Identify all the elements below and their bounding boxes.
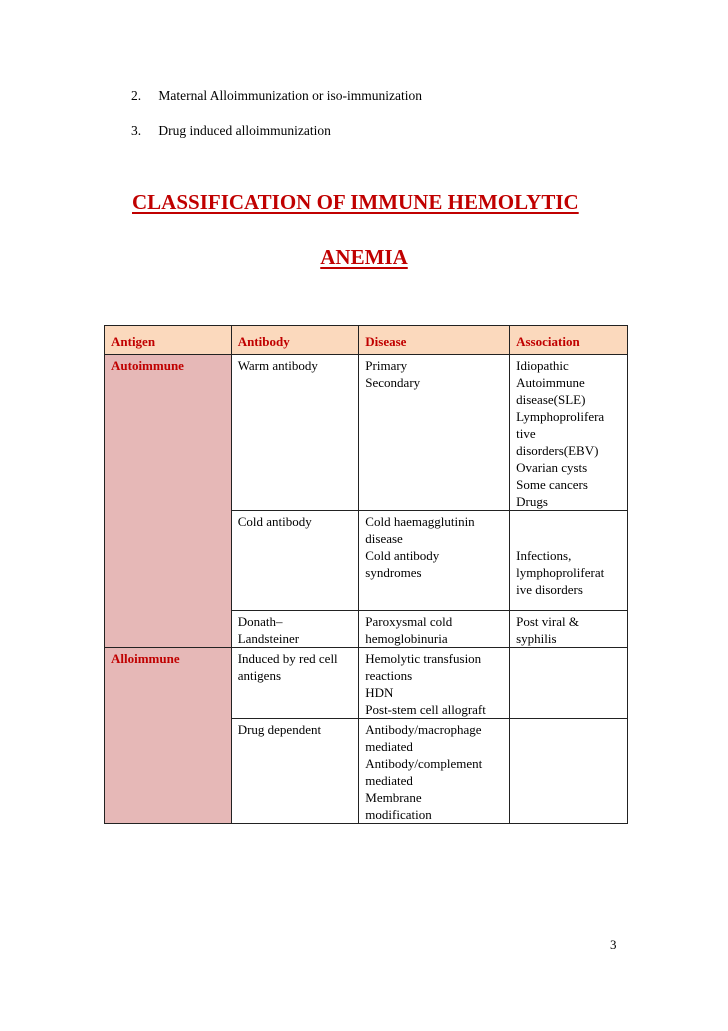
antibody-cell [231, 648, 359, 719]
cell-line: Hemolytic transfusion [365, 651, 482, 666]
cell-line: Drug dependent [237, 722, 322, 737]
disease-cell [359, 511, 510, 611]
cell-line: tive [516, 426, 536, 441]
cell-line: modification [365, 807, 432, 822]
header-antigen: Antigen [105, 326, 232, 355]
antibody-cell [231, 511, 359, 611]
cell-line: Induced by red cell [237, 651, 338, 666]
list-item [131, 86, 422, 121]
antibody-cell [231, 719, 359, 824]
cell-line: lymphoproliferat [516, 565, 605, 580]
cell-line: mediated [365, 739, 413, 754]
antigen-label: Alloimmune [111, 651, 180, 666]
table-row [105, 355, 628, 511]
cell-line: Antibody/complement [365, 756, 483, 771]
list-number: 3. [131, 123, 142, 138]
antigen-label: Autoimmune [111, 358, 184, 373]
cell-line: Warm antibody [237, 358, 318, 373]
cell-line: reactions [365, 668, 413, 683]
cell-line: Membrane [365, 790, 422, 805]
cell-line: Infections, [516, 548, 572, 563]
cell-line: Paroxysmal cold [365, 614, 453, 629]
cell-line: Cold antibody [237, 514, 312, 529]
cell-line: ive disorders [516, 582, 583, 597]
cell-line: Post viral & [516, 614, 579, 629]
cell-line: disease(SLE) [516, 392, 586, 407]
classification-table [104, 325, 628, 824]
cell-line: Antibody/macrophage [365, 722, 482, 737]
association-cell [510, 355, 628, 511]
disease-cell [359, 611, 510, 648]
page-number: 3 [610, 937, 617, 952]
cell-line: antigens [237, 668, 282, 683]
list-item [131, 121, 422, 156]
header-disease: Disease [359, 326, 510, 355]
association-cell [510, 648, 628, 719]
cell-line: Idiopathic [516, 358, 569, 373]
antigen-cell-autoimmune [105, 355, 232, 648]
cell-line: Donath– [237, 614, 283, 629]
antibody-cell [231, 611, 359, 648]
cell-line: HDN [365, 685, 394, 700]
cell-line: Secondary [365, 375, 421, 390]
cell-line: hemoglobinuria [365, 631, 448, 646]
numbered-list [131, 86, 422, 156]
association-cell [510, 719, 628, 824]
cell-line: Cold haemagglutinin [365, 514, 475, 529]
cell-line: Ovarian cysts [516, 460, 588, 475]
cell-line [516, 530, 622, 547]
cell-line: disease [365, 531, 403, 546]
association-cell [510, 611, 628, 648]
list-text: Drug induced alloimmunization [158, 123, 331, 138]
disease-cell [359, 719, 510, 824]
header-association: Association [510, 326, 628, 355]
cell-line: Drugs [516, 494, 548, 509]
section-title-line1: CLASSIFICATION OF IMMUNE HEMOLYTIC [132, 190, 579, 214]
association-cell [510, 511, 628, 611]
table-header-row [105, 326, 628, 355]
disease-cell [359, 355, 510, 511]
cell-line [516, 513, 622, 530]
section-title-line2: ANEMIA [320, 245, 408, 269]
cell-line: Some cancers [516, 477, 588, 492]
antibody-cell [231, 355, 359, 511]
cell-line: syndromes [365, 565, 422, 580]
antigen-cell-alloimmune [105, 648, 232, 824]
table-row [105, 648, 628, 719]
cell-line: mediated [365, 773, 413, 788]
cell-line: Landsteiner [237, 631, 300, 646]
list-number: 2. [131, 88, 142, 103]
cell-line: disorders(EBV) [516, 443, 599, 458]
cell-line: Lymphoprolifera [516, 409, 605, 424]
cell-line: Primary [365, 358, 408, 373]
list-text: Maternal Alloimmunization or iso-immunization [158, 88, 422, 103]
disease-cell [359, 648, 510, 719]
header-antibody: Antibody [231, 326, 359, 355]
cell-line: Post-stem cell allograft [365, 702, 486, 717]
cell-line: Autoimmune [516, 375, 585, 390]
cell-line: Cold antibody [365, 548, 440, 563]
cell-line: syphilis [516, 631, 557, 646]
